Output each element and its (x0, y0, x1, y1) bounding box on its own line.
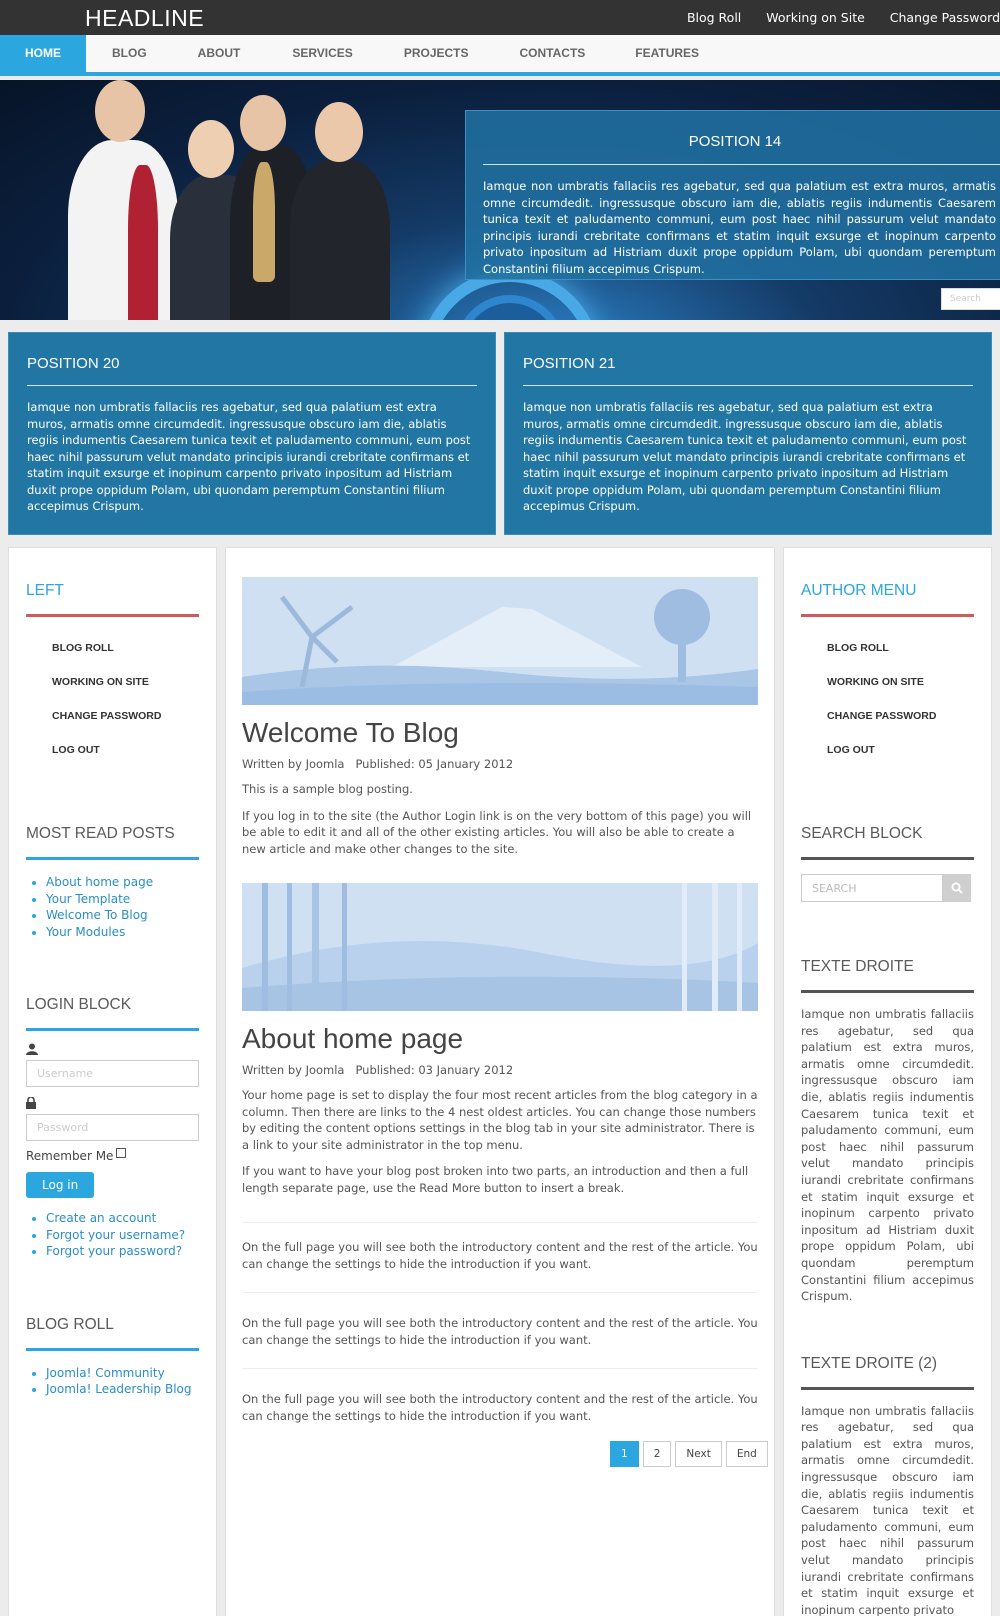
nav-services[interactable]: SERVICES (292, 46, 353, 60)
texte-droite-text: Iamque non umbratis fallaciis res agebatur, sed qua palatium est extra muros, armatis omne circumdedit. ingressusque obscuro iam die, ablatis regiis indumentis Caesarem tunica texit et paludamento communi, eum post haec nihil passurum velut mandato principis iurandi crebritate confirmans et statim inquit exsurge et inopinum carpento privato inpositum ad Histriam duxit prope oppidum Polam, ubi quondam peremptum Constantini filium accepimus Crispum. (801, 1007, 974, 1304)
divider (27, 385, 477, 386)
blog-roll-list (26, 1365, 199, 1398)
article-meta (242, 1063, 758, 1077)
blog-roll-title: BLOG ROLL (26, 1315, 114, 1333)
main-nav (0, 35, 1000, 76)
search-input[interactable]: SEARCH (801, 874, 943, 902)
most-read-link[interactable]: Welcome To Blog (46, 908, 148, 922)
password-field[interactable]: Password (26, 1114, 199, 1141)
texte-droite-2-title: TEXTE DROITE (2) (801, 1354, 938, 1372)
page-1-button[interactable]: 1 (610, 1441, 639, 1467)
intro-text: On the full page you will see both the introductory content and the rest of the article. You can change the settings to hide the introduction if you want. (242, 1316, 758, 1347)
top-bar (0, 0, 1000, 35)
blog-roll-link[interactable]: Joomla! Leadership Blog (46, 1382, 192, 1396)
right-sidebar (783, 547, 992, 1616)
article-image-bamboo (242, 883, 758, 1011)
article-title[interactable]: About home page (242, 1023, 464, 1054)
left-menu-working-on-site[interactable]: WORKING ON SITE (52, 676, 149, 688)
divider (801, 990, 974, 993)
nav-projects[interactable]: PROJECTS (403, 46, 469, 60)
position-21-title: POSITION 21 (523, 355, 616, 372)
most-read-list (26, 874, 199, 940)
texte-droite-2-text: Iamque non umbratis fallaciis res agebatur, sed qua palatium est extra muros, armatis omne circumdedit. ingressusque obscuro iam die, ablatis regiis indumentis Caesarem tunica texit et paludamento communi, eum post haec nihil passurum velut mandato principis iurandi crebritate confirmans et statim inquit exsurge et inopinum carpento privato (801, 1403, 974, 1616)
next-page-button[interactable]: Next (675, 1441, 721, 1467)
article-date: Published: 05 January 2012 (355, 757, 514, 771)
article-title[interactable]: Welcome To Blog (242, 717, 459, 748)
position-20-panel (8, 332, 496, 535)
divider (523, 385, 973, 386)
hero-search-input[interactable]: Search (941, 288, 1000, 310)
forgot-username-link[interactable]: Forgot your username? (46, 1227, 186, 1242)
intro-text: On the full page you will see both the introductory content and the rest of the article. You can change the settings to hide the introduction if you want. (242, 1392, 758, 1423)
intro-item (242, 1222, 758, 1272)
login-links (26, 1210, 199, 1260)
divider (26, 1028, 199, 1031)
article-paragraph: If you want to have your blog post broken into two parts, an introduction and then a full length separate page, use the Read More button to insert a break. (242, 1164, 749, 1195)
texte-droite-title: TEXTE DROITE (801, 958, 914, 975)
divider (801, 614, 974, 617)
login-button[interactable]: Log in (26, 1172, 94, 1198)
user-icon (26, 1043, 199, 1058)
left-menu-log-out[interactable]: LOG OUT (52, 744, 100, 756)
top-link-change-password[interactable]: Change Password (889, 10, 1000, 25)
search-form (801, 874, 974, 902)
site-logo[interactable]: HEADLINE (85, 5, 205, 31)
position-14-text: Iamque non umbratis fallaciis res agebatur, sed qua palatium est extra muros, armatis omne circumdedit. ingressusque obscuro iam die, ablatis regiis indumentis Caesarem tunica texit et paludamento communi, eum post haec nihil passurum velut mandato principis iurandi crebritate confirmans et statim inquit exsurge et inopinum carpento privato inpositum ad Histriam duxit prope oppidum Polam, ubi quondam peremptum Constantini filium accepimus Crispum. (483, 179, 996, 276)
divider (26, 857, 199, 860)
nav-blog[interactable]: BLOG (112, 46, 147, 60)
author-menu-blog-roll[interactable]: BLOG ROLL (827, 642, 889, 654)
position-21-text: Iamque non umbratis fallaciis res agebatur, sed qua palatium est extra muros, armatis omne circumdedit. ingressusque obscuro iam die, ablatis regiis indumentis Caesarem tunica texit et paludamento communi, eum post haec nihil passurum velut mandato principis iurandi crebritate confirmans et statim inquit exsurge et inopinum carpento privato inpositum ad Histriam duxit prope oppidum Polam, ubi quondam peremptum Constantini filium accepimus Crispum. (523, 400, 967, 513)
author-menu-change-password[interactable]: CHANGE PASSWORD (827, 710, 937, 722)
page-2-button[interactable]: 2 (643, 1441, 672, 1467)
end-page-button[interactable]: End (726, 1441, 768, 1467)
top-link-working-on-site[interactable]: Working on Site (766, 10, 865, 25)
remember-row (26, 1149, 199, 1163)
search-button[interactable] (943, 874, 971, 902)
divider (26, 614, 199, 617)
intro-text: On the full page you will see both the introductory content and the rest of the article. You can change the settings to hide the introduction if you want. (242, 1240, 758, 1271)
left-sidebar (8, 547, 217, 1616)
intro-item (242, 1292, 758, 1348)
divider (26, 1348, 199, 1351)
divider (801, 857, 974, 860)
pagination (606, 1441, 768, 1467)
most-read-link[interactable]: Your Modules (46, 924, 126, 939)
author-menu-working-on-site[interactable]: WORKING ON SITE (827, 676, 924, 688)
most-read-title: MOST READ POSTS (26, 825, 175, 842)
author-menu-log-out[interactable]: LOG OUT (827, 744, 875, 756)
username-field[interactable]: Username (26, 1060, 199, 1087)
article-paragraph: If you log in to the site (the Author Login link is on the very bottom of this page) you will be able to edit it and all of the other existing articles. You will also be able to create a new article and make other changes to the site. (242, 808, 752, 856)
position-20-text: Iamque non umbratis fallaciis res agebatur, sed qua palatium est extra muros, armatis omne circumdedit. ingressusque obscuro iam die, ablatis regiis indumentis Caesarem tunica texit et paludamento communi, eum post haec nihil passurum velut mandato principis iurandi crebritate confirmans et statim inquit exsurge et inopinum carpento privato inpositum ad Histriam duxit prope oppidum Polam, ubi quondam peremptum Constantini filium accepimus Crispum. (27, 400, 471, 513)
search-icon (951, 882, 963, 894)
article-author: Written by Joomla (242, 757, 345, 771)
position-14-title: POSITION 14 (688, 133, 782, 150)
nav-home[interactable]: HOME (0, 35, 86, 72)
remember-checkbox[interactable] (116, 1148, 126, 1158)
left-module-title: LEFT (26, 582, 64, 599)
article-date: Published: 03 January 2012 (355, 1063, 514, 1077)
article-meta (242, 757, 758, 771)
position-20-title: POSITION 20 (27, 355, 120, 372)
remember-label: Remember Me (26, 1149, 114, 1163)
main-content (225, 547, 775, 1616)
create-account-link[interactable]: Create an account (46, 1211, 157, 1225)
left-menu-change-password[interactable]: CHANGE PASSWORD (52, 710, 162, 722)
article-paragraph: Your home page is set to display the four most recent articles from the blog category in a column. Then there are links to the 4 nest oldest articles. You can change those numbers by editing the content options settings in the blog tab in your site administrator. There is a link to your site administrator in the top menu. (242, 1088, 758, 1152)
nav-about[interactable]: ABOUT (197, 46, 241, 60)
left-menu (26, 631, 199, 767)
author-menu-title: AUTHOR MENU (801, 582, 917, 599)
nav-contacts[interactable]: CONTACTS (519, 46, 586, 60)
author-menu (801, 631, 974, 767)
position-21-panel (504, 332, 992, 535)
article-image-mountain (242, 577, 758, 705)
intro-item (242, 1368, 758, 1424)
top-link-blog-roll[interactable]: Blog Roll (686, 10, 742, 25)
left-menu-blog-roll[interactable]: BLOG ROLL (52, 642, 114, 654)
nav-features[interactable]: FEATURES (635, 46, 700, 60)
login-block-title: LOGIN BLOCK (26, 996, 132, 1013)
position-14-panel (465, 110, 1000, 280)
search-block-title: SEARCH BLOCK (801, 825, 923, 842)
forgot-password-link[interactable]: Forgot your password? (46, 1244, 183, 1258)
divider (801, 1387, 974, 1390)
article-author: Written by Joomla (242, 1063, 345, 1077)
most-read-link[interactable]: Your Template (46, 891, 131, 906)
article-paragraph: This is a sample blog posting. (242, 782, 413, 796)
blog-roll-link[interactable]: Joomla! Community (46, 1365, 165, 1380)
lock-icon (26, 1097, 199, 1112)
top-links (662, 0, 1000, 35)
most-read-link[interactable]: About home page (46, 875, 154, 889)
